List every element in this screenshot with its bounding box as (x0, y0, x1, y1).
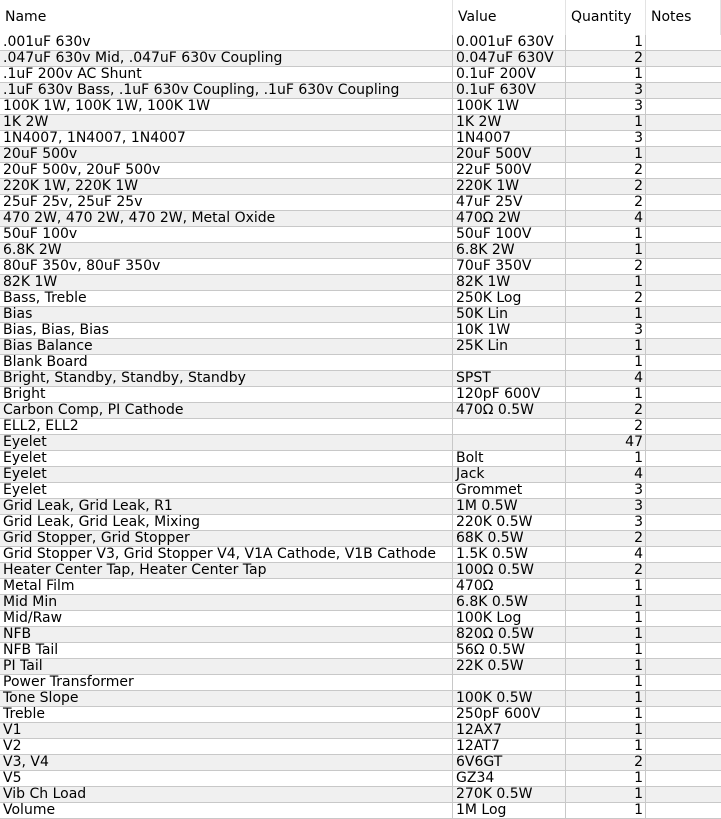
cell-name[interactable]: Mid/Raw (0, 611, 453, 626)
cell-value[interactable]: 100K 0.5W (453, 691, 566, 706)
cell-quantity[interactable]: 2 (566, 531, 646, 546)
cell-notes[interactable] (646, 483, 721, 498)
table-row[interactable] (0, 739, 721, 755)
table-row[interactable] (0, 643, 721, 659)
cell-value[interactable]: 6.8K 0.5W (453, 595, 566, 610)
cell-name[interactable]: Grid Leak, Grid Leak, Mixing (0, 515, 453, 530)
cell-name[interactable]: V1 (0, 723, 453, 738)
cell-notes[interactable] (646, 275, 721, 290)
cell-name[interactable]: Grid Leak, Grid Leak, R1 (0, 499, 453, 514)
table-row[interactable] (0, 195, 721, 211)
cell-quantity[interactable]: 1 (566, 355, 646, 370)
cell-name[interactable]: Grid Stopper, Grid Stopper (0, 531, 453, 546)
cell-value[interactable]: 1K 2W (453, 115, 566, 130)
cell-notes[interactable] (646, 147, 721, 162)
table-row[interactable] (0, 323, 721, 339)
cell-quantity[interactable]: 3 (566, 483, 646, 498)
cell-quantity[interactable]: 1 (566, 739, 646, 754)
cell-notes[interactable] (646, 307, 721, 322)
cell-name[interactable]: 1K 2W (0, 115, 453, 130)
cell-notes[interactable] (646, 323, 721, 338)
cell-value[interactable]: 220K 0.5W (453, 515, 566, 530)
cell-value[interactable]: 56Ω 0.5W (453, 643, 566, 658)
cell-notes[interactable] (646, 771, 721, 786)
cell-notes[interactable] (646, 131, 721, 146)
cell-notes[interactable] (646, 67, 721, 82)
cell-name[interactable]: 100K 1W, 100K 1W, 100K 1W (0, 99, 453, 114)
cell-notes[interactable] (646, 419, 721, 434)
cell-notes[interactable] (646, 739, 721, 754)
cell-name[interactable]: 82K 1W (0, 275, 453, 290)
cell-quantity[interactable]: 2 (566, 51, 646, 66)
table-row[interactable] (0, 723, 721, 739)
table-row[interactable] (0, 531, 721, 547)
cell-notes[interactable] (646, 195, 721, 210)
cell-name[interactable]: Bright (0, 387, 453, 402)
cell-notes[interactable] (646, 259, 721, 274)
cell-notes[interactable] (646, 579, 721, 594)
cell-notes[interactable] (646, 387, 721, 402)
cell-quantity[interactable]: 1 (566, 243, 646, 258)
table-row[interactable] (0, 595, 721, 611)
cell-value[interactable]: 50K Lin (453, 307, 566, 322)
cell-notes[interactable] (646, 451, 721, 466)
cell-notes[interactable] (646, 339, 721, 354)
cell-name[interactable]: 220K 1W, 220K 1W (0, 179, 453, 194)
cell-name[interactable]: 50uF 100v (0, 227, 453, 242)
table-row[interactable] (0, 563, 721, 579)
cell-quantity[interactable]: 2 (566, 163, 646, 178)
table-row[interactable] (0, 307, 721, 323)
table-row[interactable] (0, 515, 721, 531)
cell-quantity[interactable]: 3 (566, 131, 646, 146)
cell-notes[interactable] (646, 627, 721, 642)
cell-name[interactable]: Bright, Standby, Standby, Standby (0, 371, 453, 386)
cell-name[interactable]: Grid Stopper V3, Grid Stopper V4, V1A Cathode, V1B Cathode (0, 547, 453, 562)
cell-notes[interactable] (646, 163, 721, 178)
cell-quantity[interactable]: 1 (566, 387, 646, 402)
cell-value[interactable] (453, 675, 566, 690)
cell-name[interactable]: .1uF 200v AC Shunt (0, 67, 453, 82)
cell-name[interactable]: Vib Ch Load (0, 787, 453, 802)
cell-quantity[interactable]: 4 (566, 467, 646, 482)
cell-quantity[interactable]: 3 (566, 99, 646, 114)
cell-quantity[interactable]: 2 (566, 179, 646, 194)
cell-quantity[interactable]: 1 (566, 147, 646, 162)
table-row[interactable] (0, 163, 721, 179)
cell-name[interactable]: Tone Slope (0, 691, 453, 706)
table-row[interactable] (0, 467, 721, 483)
table-row[interactable] (0, 707, 721, 723)
cell-name[interactable]: PI Tail (0, 659, 453, 674)
table-row[interactable] (0, 691, 721, 707)
cell-value[interactable]: 100K 1W (453, 99, 566, 114)
table-row[interactable] (0, 275, 721, 291)
cell-name[interactable]: Eyelet (0, 451, 453, 466)
table-row[interactable] (0, 675, 721, 691)
cell-quantity[interactable]: 1 (566, 115, 646, 130)
cell-quantity[interactable]: 2 (566, 259, 646, 274)
table-row[interactable] (0, 259, 721, 275)
cell-value[interactable]: 70uF 350V (453, 259, 566, 274)
cell-notes[interactable] (646, 371, 721, 386)
cell-value[interactable]: 120pF 600V (453, 387, 566, 402)
cell-name[interactable]: Eyelet (0, 467, 453, 482)
cell-notes[interactable] (646, 227, 721, 242)
cell-name[interactable]: NFB (0, 627, 453, 642)
cell-value[interactable]: 1M Log (453, 803, 566, 818)
cell-notes[interactable] (646, 531, 721, 546)
cell-value[interactable]: 470Ω (453, 579, 566, 594)
cell-value[interactable]: 82K 1W (453, 275, 566, 290)
cell-value[interactable]: 100K Log (453, 611, 566, 626)
cell-name[interactable]: Bias Balance (0, 339, 453, 354)
cell-name[interactable]: 6.8K 2W (0, 243, 453, 258)
cell-name[interactable]: 1N4007, 1N4007, 1N4007 (0, 131, 453, 146)
cell-value[interactable]: 220K 1W (453, 179, 566, 194)
cell-name[interactable]: Eyelet (0, 483, 453, 498)
cell-quantity[interactable]: 1 (566, 691, 646, 706)
cell-name[interactable]: Volume (0, 803, 453, 818)
cell-value[interactable]: 0.1uF 630V (453, 83, 566, 98)
cell-value[interactable]: 22K 0.5W (453, 659, 566, 674)
cell-quantity[interactable]: 1 (566, 803, 646, 818)
cell-notes[interactable] (646, 51, 721, 66)
cell-value[interactable]: 100Ω 0.5W (453, 563, 566, 578)
cell-quantity[interactable]: 1 (566, 627, 646, 642)
table-row[interactable] (0, 627, 721, 643)
cell-notes[interactable] (646, 99, 721, 114)
table-row[interactable] (0, 435, 721, 451)
cell-quantity[interactable]: 1 (566, 451, 646, 466)
cell-value[interactable] (453, 355, 566, 370)
cell-quantity[interactable]: 4 (566, 547, 646, 562)
cell-name[interactable]: Treble (0, 707, 453, 722)
cell-quantity[interactable]: 1 (566, 723, 646, 738)
table-row[interactable] (0, 35, 721, 51)
table-row[interactable] (0, 611, 721, 627)
table-row[interactable] (0, 291, 721, 307)
cell-quantity[interactable]: 3 (566, 499, 646, 514)
cell-name[interactable]: V3, V4 (0, 755, 453, 770)
cell-name[interactable]: Metal Film (0, 579, 453, 594)
cell-name[interactable]: NFB Tail (0, 643, 453, 658)
table-row[interactable] (0, 131, 721, 147)
table-row[interactable] (0, 771, 721, 787)
cell-value[interactable]: 12AX7 (453, 723, 566, 738)
table-row[interactable] (0, 355, 721, 371)
cell-value[interactable] (453, 435, 566, 450)
cell-quantity[interactable]: 2 (566, 419, 646, 434)
cell-notes[interactable] (646, 515, 721, 530)
cell-value[interactable]: 0.047uF 630V (453, 51, 566, 66)
cell-value[interactable]: 6.8K 2W (453, 243, 566, 258)
table-row[interactable] (0, 371, 721, 387)
table-row[interactable] (0, 227, 721, 243)
column-header-name[interactable]: Name (0, 0, 453, 35)
cell-name[interactable]: Blank Board (0, 355, 453, 370)
table-row[interactable] (0, 179, 721, 195)
cell-value[interactable]: 0.1uF 200V (453, 67, 566, 82)
cell-name[interactable]: .001uF 630v (0, 35, 453, 50)
table-row[interactable] (0, 499, 721, 515)
table-row[interactable] (0, 51, 721, 67)
cell-notes[interactable] (646, 35, 721, 50)
cell-quantity[interactable]: 1 (566, 275, 646, 290)
cell-value[interactable]: 270K 0.5W (453, 787, 566, 802)
cell-notes[interactable] (646, 563, 721, 578)
column-header-value[interactable]: Value (453, 0, 566, 35)
cell-notes[interactable] (646, 211, 721, 226)
table-row[interactable] (0, 451, 721, 467)
table-row[interactable] (0, 403, 721, 419)
cell-notes[interactable] (646, 755, 721, 770)
cell-value[interactable]: 0.001uF 630V (453, 35, 566, 50)
cell-quantity[interactable]: 1 (566, 595, 646, 610)
cell-notes[interactable] (646, 723, 721, 738)
cell-notes[interactable] (646, 355, 721, 370)
cell-name[interactable]: Power Transformer (0, 675, 453, 690)
cell-notes[interactable] (646, 691, 721, 706)
table-row[interactable] (0, 547, 721, 563)
table-row[interactable] (0, 803, 721, 819)
cell-value[interactable]: 6V6GT (453, 755, 566, 770)
cell-quantity[interactable]: 4 (566, 211, 646, 226)
cell-value[interactable]: 12AT7 (453, 739, 566, 754)
table-row[interactable] (0, 579, 721, 595)
table-row[interactable] (0, 115, 721, 131)
table-row[interactable] (0, 339, 721, 355)
cell-notes[interactable] (646, 707, 721, 722)
table-row[interactable] (0, 419, 721, 435)
cell-name[interactable]: .047uF 630v Mid, .047uF 630v Coupling (0, 51, 453, 66)
cell-value[interactable]: 1N4007 (453, 131, 566, 146)
cell-name[interactable]: 20uF 500v (0, 147, 453, 162)
cell-name[interactable]: Bias (0, 307, 453, 322)
cell-value[interactable]: 47uF 25V (453, 195, 566, 210)
cell-quantity[interactable]: 2 (566, 755, 646, 770)
cell-notes[interactable] (646, 115, 721, 130)
cell-quantity[interactable]: 1 (566, 307, 646, 322)
cell-quantity[interactable]: 1 (566, 227, 646, 242)
cell-notes[interactable] (646, 803, 721, 818)
cell-value[interactable]: 20uF 500V (453, 147, 566, 162)
table-row[interactable] (0, 483, 721, 499)
cell-quantity[interactable]: 47 (566, 435, 646, 450)
cell-value[interactable]: 50uF 100V (453, 227, 566, 242)
cell-value[interactable]: 820Ω 0.5W (453, 627, 566, 642)
cell-notes[interactable] (646, 179, 721, 194)
cell-notes[interactable] (646, 611, 721, 626)
cell-name[interactable]: Bias, Bias, Bias (0, 323, 453, 338)
cell-name[interactable]: Mid Min (0, 595, 453, 610)
table-row[interactable] (0, 243, 721, 259)
cell-quantity[interactable]: 3 (566, 515, 646, 530)
cell-notes[interactable] (646, 595, 721, 610)
cell-value[interactable]: 25K Lin (453, 339, 566, 354)
table-row[interactable] (0, 99, 721, 115)
cell-name[interactable]: V5 (0, 771, 453, 786)
cell-quantity[interactable]: 2 (566, 563, 646, 578)
cell-name[interactable]: Heater Center Tap, Heater Center Tap (0, 563, 453, 578)
cell-notes[interactable] (646, 787, 721, 802)
cell-quantity[interactable]: 1 (566, 611, 646, 626)
cell-notes[interactable] (646, 403, 721, 418)
table-header (0, 0, 721, 35)
cell-name[interactable]: Bass, Treble (0, 291, 453, 306)
cell-value[interactable] (453, 419, 566, 434)
cell-value[interactable]: 1M 0.5W (453, 499, 566, 514)
cell-value[interactable]: Bolt (453, 451, 566, 466)
cell-value[interactable]: 470Ω 2W (453, 211, 566, 226)
table-row[interactable] (0, 147, 721, 163)
table-row[interactable] (0, 755, 721, 771)
cell-name[interactable]: Carbon Comp, PI Cathode (0, 403, 453, 418)
cell-notes[interactable] (646, 675, 721, 690)
cell-notes[interactable] (646, 435, 721, 450)
cell-quantity[interactable]: 1 (566, 675, 646, 690)
table-row[interactable] (0, 787, 721, 803)
cell-value[interactable]: Grommet (453, 483, 566, 498)
cell-quantity[interactable]: 1 (566, 339, 646, 354)
cell-quantity[interactable]: 1 (566, 707, 646, 722)
cell-value[interactable]: 250K Log (453, 291, 566, 306)
cell-value[interactable]: 250pF 600V (453, 707, 566, 722)
cell-name[interactable]: V2 (0, 739, 453, 754)
cell-notes[interactable] (646, 467, 721, 482)
cell-value[interactable]: 1.5K 0.5W (453, 547, 566, 562)
cell-quantity[interactable]: 4 (566, 371, 646, 386)
cell-value[interactable]: GZ34 (453, 771, 566, 786)
column-header-quantity[interactable]: Quantity (566, 0, 646, 35)
cell-value[interactable]: 470Ω 0.5W (453, 403, 566, 418)
table-body (0, 35, 721, 819)
cell-quantity[interactable]: 2 (566, 291, 646, 306)
cell-quantity[interactable]: 1 (566, 771, 646, 786)
cell-quantity[interactable]: 2 (566, 403, 646, 418)
table-row[interactable] (0, 211, 721, 227)
cell-name[interactable]: .1uF 630v Bass, .1uF 630v Coupling, .1uF 630v Coupling (0, 83, 453, 98)
cell-name[interactable]: 470 2W, 470 2W, 470 2W, Metal Oxide (0, 211, 453, 226)
cell-notes[interactable] (646, 659, 721, 674)
cell-value[interactable]: 22uF 500V (453, 163, 566, 178)
cell-quantity[interactable]: 3 (566, 323, 646, 338)
cell-notes[interactable] (646, 291, 721, 306)
cell-quantity[interactable]: 1 (566, 579, 646, 594)
cell-value[interactable]: 68K 0.5W (453, 531, 566, 546)
cell-notes[interactable] (646, 547, 721, 562)
cell-quantity[interactable]: 2 (566, 195, 646, 210)
column-header-notes[interactable]: Notes (646, 0, 721, 35)
cell-value[interactable]: 10K 1W (453, 323, 566, 338)
cell-quantity[interactable]: 1 (566, 659, 646, 674)
cell-value[interactable]: SPST (453, 371, 566, 386)
table-row[interactable] (0, 659, 721, 675)
cell-name[interactable]: 80uF 350v, 80uF 350v (0, 259, 453, 274)
cell-quantity[interactable]: 1 (566, 67, 646, 82)
cell-quantity[interactable]: 1 (566, 35, 646, 50)
cell-name[interactable]: 25uF 25v, 25uF 25v (0, 195, 453, 210)
cell-name[interactable]: Eyelet (0, 435, 453, 450)
cell-notes[interactable] (646, 499, 721, 514)
table-row[interactable] (0, 83, 721, 99)
cell-notes[interactable] (646, 643, 721, 658)
table-row[interactable] (0, 67, 721, 83)
cell-quantity[interactable]: 3 (566, 83, 646, 98)
cell-name[interactable]: 20uF 500v, 20uF 500v (0, 163, 453, 178)
cell-notes[interactable] (646, 83, 721, 98)
cell-quantity[interactable]: 1 (566, 787, 646, 802)
cell-value[interactable]: Jack (453, 467, 566, 482)
cell-notes[interactable] (646, 243, 721, 258)
cell-name[interactable]: ELL2, ELL2 (0, 419, 453, 434)
cell-quantity[interactable]: 1 (566, 643, 646, 658)
table-row[interactable] (0, 387, 721, 403)
